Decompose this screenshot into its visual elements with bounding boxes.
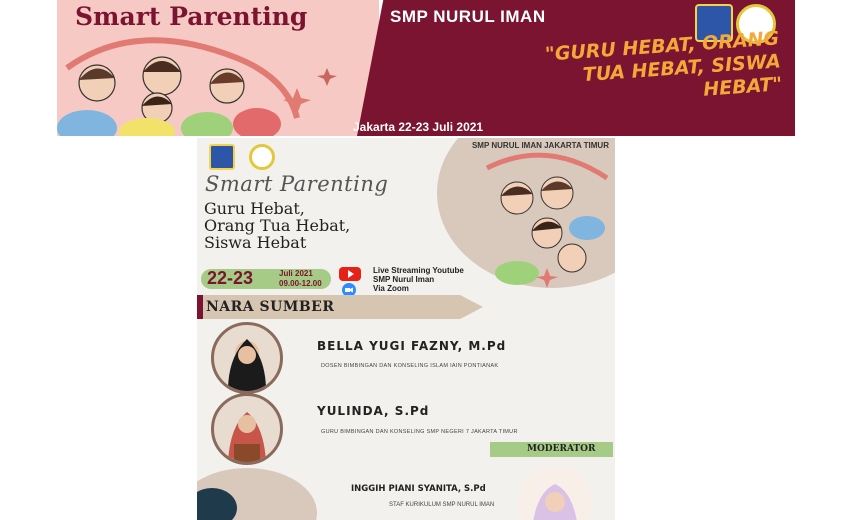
children-illustration <box>477 148 615 298</box>
section-banner-accent <box>197 295 203 319</box>
poster-school-name: SMP NURUL IMAN JAKARTA TIMUR <box>471 141 609 150</box>
event-banner <box>57 0 795 136</box>
speaker-photo <box>211 322 283 394</box>
poster-script-title: Smart Parenting <box>205 172 389 196</box>
speaker-photo <box>211 393 283 465</box>
speaker-name: YULINDA, S.Pd <box>317 404 430 418</box>
section-title: NARA SUMBER <box>206 299 335 315</box>
moderator-name: INGGIH PIANI SYANITA, S.Pd <box>351 484 486 494</box>
stream-line: SMP Nurul Iman <box>373 275 435 284</box>
speaker-role: GURU BIMBINGAN DAN KONSELING SMP NEGERI 7 JAKARTA TIMUR <box>321 429 518 435</box>
theme-line: Guru Hebat, <box>204 199 305 218</box>
banner-slogan: "GURU HEBAT, ORANG TUA HEBAT, SISWA HEBAT" <box>544 27 784 101</box>
moderator-label: MODERATOR <box>527 444 596 454</box>
event-days: 22-23 <box>207 268 254 288</box>
dki-jakarta-logo <box>209 144 235 170</box>
youtube-icon <box>339 267 361 281</box>
zoom-info: Via Zoom <box>373 284 409 293</box>
event-month: Juli 2021 <box>279 269 313 278</box>
family-illustration <box>57 28 347 136</box>
moderator-role: STAF KURIKULUM SMP NURUL IMAN <box>389 502 495 508</box>
event-poster <box>197 138 615 520</box>
speaker-name: BELLA YUGI FAZNY, M.Pd <box>317 339 507 353</box>
theme-line: Orang Tua Hebat, <box>204 216 351 235</box>
banner-title: Smart Parenting <box>75 2 308 31</box>
school-logo <box>249 144 275 170</box>
stream-info <box>373 266 464 284</box>
speaker-role: DOSEN BIMBINGAN DAN KONSELING ISLAM IAIN PONTIANAK <box>321 363 499 369</box>
banner-school-name: SMP NURUL IMAN <box>390 7 546 26</box>
theme-line: Siswa Hebat <box>204 233 307 252</box>
stream-line: Live Streaming Youtube <box>373 266 464 275</box>
banner-date: Jakarta 22-23 Juli 2021 <box>353 120 484 134</box>
event-time: 09.00-12.00 <box>279 279 322 288</box>
moderator-photo <box>517 466 593 520</box>
poster-theme <box>204 200 350 251</box>
zoom-icon <box>342 283 356 297</box>
